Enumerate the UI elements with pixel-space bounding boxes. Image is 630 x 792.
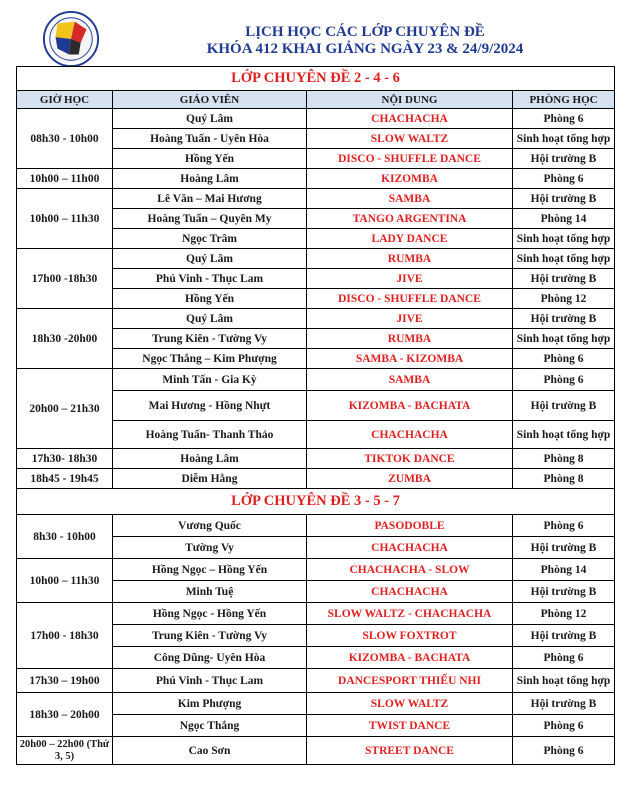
teacher-cell: Minh Tấn - Gia Kỳ (113, 369, 307, 391)
room-cell: Hội trường B (513, 189, 615, 209)
header-time: GIỜ HỌC (17, 91, 113, 109)
teacher-cell: Trung Kiên - Tường Vy (113, 329, 307, 349)
teacher-cell: Quý Lâm (113, 249, 307, 269)
page-title: LỊCH HỌC CÁC LỚP CHUYÊN ĐỀ (245, 24, 485, 40)
room-cell: Phòng 6 (513, 369, 615, 391)
time-cell: 20h00 – 22h00 (Thứ 3, 5) (17, 737, 113, 765)
content-cell: KIZOMBA - BACHATA (307, 647, 513, 669)
teacher-cell: Mai Hương - Hồng Nhựt (113, 391, 307, 421)
teacher-cell: Hoàng Lâm (113, 169, 307, 189)
room-cell: Phòng 6 (513, 169, 615, 189)
table-row (17, 669, 615, 693)
content-cell: SLOW WALTZ (307, 129, 513, 149)
room-cell: Phòng 6 (513, 349, 615, 369)
content-cell: RUMBA (307, 329, 513, 349)
teacher-cell: Công Dũng- Uyên Hòa (113, 647, 307, 669)
room-cell: Phòng 6 (513, 647, 615, 669)
room-cell: Phòng 8 (513, 469, 615, 489)
teacher-cell: Hồng Ngọc - Hồng Yến (113, 603, 307, 625)
content-cell: SAMBA (307, 369, 513, 391)
room-cell: Sinh hoạt tổng hợp (513, 329, 615, 349)
time-cell: 10h00 – 11h30 (17, 559, 113, 603)
teacher-cell: Hoàng Lâm (113, 449, 307, 469)
content-cell: SLOW FOXTROT (307, 625, 513, 647)
time-cell: 10h00 – 11h00 (17, 169, 113, 189)
table-row (17, 309, 615, 329)
room-cell: Phòng 14 (513, 209, 615, 229)
content-cell: TANGO ARGENTINA (307, 209, 513, 229)
room-cell: Phòng 12 (513, 603, 615, 625)
teacher-cell: Hồng Yến (113, 289, 307, 309)
room-cell: Hội trường B (513, 693, 615, 715)
header-teacher: GIÁO VIÊN (113, 91, 307, 109)
room-cell: Phòng 12 (513, 289, 615, 309)
teacher-cell: Hồng Yến (113, 149, 307, 169)
schedule-table (16, 66, 615, 765)
content-cell: SLOW WALTZ - CHACHACHA (307, 603, 513, 625)
room-cell: Sinh hoạt tổng hợp (513, 421, 615, 449)
teacher-cell: Trung Kiên - Tường Vy (113, 625, 307, 647)
teacher-cell: Kim Phượng (113, 693, 307, 715)
teacher-cell: Cao Sơn (113, 737, 307, 765)
room-cell: Hội trường B (513, 309, 615, 329)
room-cell: Sinh hoạt tổng hợp (513, 229, 615, 249)
table-row (17, 515, 615, 537)
section-title: LỚP CHUYÊN ĐỀ 3 - 5 - 7 (17, 489, 615, 515)
content-cell: JIVE (307, 269, 513, 289)
teacher-cell: Vương Quốc (113, 515, 307, 537)
room-cell: Hội trường B (513, 625, 615, 647)
content-cell: TWIST DANCE (307, 715, 513, 737)
teacher-cell: Hồng Ngọc – Hồng Yến (113, 559, 307, 581)
content-cell: DISCO - SHUFFLE DANCE (307, 149, 513, 169)
table-row (17, 109, 615, 129)
room-cell: Sinh hoạt tổng hợp (513, 669, 615, 693)
room-cell: Hội trường B (513, 391, 615, 421)
time-cell: 17h30 – 19h00 (17, 669, 113, 693)
header-content: NỘI DUNG (307, 91, 513, 109)
section-row-246 (17, 67, 615, 91)
content-cell: CHACHACHA (307, 109, 513, 129)
content-cell: DISCO - SHUFFLE DANCE (307, 289, 513, 309)
room-cell: Hội trường B (513, 149, 615, 169)
content-cell: KIZOMBA (307, 169, 513, 189)
room-cell: Hội trường B (513, 581, 615, 603)
content-cell: LADY DANCE (307, 229, 513, 249)
teacher-cell: Tường Vy (113, 537, 307, 559)
teacher-cell: Ngọc Thắng (113, 715, 307, 737)
teacher-cell: Lê Văn – Mai Hương (113, 189, 307, 209)
room-cell: Phòng 6 (513, 737, 615, 765)
column-header-row (17, 91, 615, 109)
time-cell: 18h30 -20h00 (17, 309, 113, 369)
content-cell: JIVE (307, 309, 513, 329)
content-cell: CHACHACHA (307, 581, 513, 603)
time-cell: 17h30- 18h30 (17, 449, 113, 469)
table-row (17, 249, 615, 269)
table-row (17, 603, 615, 625)
room-cell: Sinh hoạt tổng hợp (513, 129, 615, 149)
content-cell: CHACHACHA - SLOW (307, 559, 513, 581)
room-cell: Sinh hoạt tổng hợp (513, 249, 615, 269)
header-room: PHÒNG HỌC (513, 91, 615, 109)
room-cell: Phòng 14 (513, 559, 615, 581)
content-cell: RUMBA (307, 249, 513, 269)
time-cell: 08h30 - 10h00 (17, 109, 113, 169)
teacher-cell: Ngọc Trâm (113, 229, 307, 249)
teacher-cell: Hoàng Tuấn - Uyên Hòa (113, 129, 307, 149)
time-cell: 17h00 - 18h30 (17, 603, 113, 669)
table-row (17, 469, 615, 489)
time-cell: 18h45 - 19h45 (17, 469, 113, 489)
content-cell: TIKTOK DANCE (307, 449, 513, 469)
time-cell: 8h30 - 10h00 (17, 515, 113, 559)
school-logo-icon (42, 10, 100, 68)
room-cell: Phòng 8 (513, 449, 615, 469)
time-cell: 18h30 – 20h00 (17, 693, 113, 737)
teacher-cell: Quý Lâm (113, 109, 307, 129)
teacher-cell: Diễm Hằng (113, 469, 307, 489)
teacher-cell: Minh Tuệ (113, 581, 307, 603)
content-cell: ZUMBA (307, 469, 513, 489)
content-cell: CHACHACHA (307, 537, 513, 559)
content-cell: SLOW WALTZ (307, 693, 513, 715)
teacher-cell: Ngọc Thắng – Kim Phượng (113, 349, 307, 369)
table-row (17, 559, 615, 581)
content-cell: PASODOBLE (307, 515, 513, 537)
room-cell: Phòng 6 (513, 715, 615, 737)
teacher-cell: Phú Vinh - Thục Lam (113, 669, 307, 693)
room-cell: Hội trường B (513, 537, 615, 559)
room-cell: Hội trường B (513, 269, 615, 289)
room-cell: Phòng 6 (513, 515, 615, 537)
room-cell: Phòng 6 (513, 109, 615, 129)
table-row (17, 737, 615, 765)
table-row (17, 369, 615, 391)
section-title: LỚP CHUYÊN ĐỀ 2 - 4 - 6 (17, 67, 615, 91)
teacher-cell: Hoàng Tuấn- Thanh Thảo (113, 421, 307, 449)
table-row (17, 693, 615, 715)
time-cell: 17h00 -18h30 (17, 249, 113, 309)
page-subtitle: KHÓA 412 KHAI GIẢNG NGÀY 23 & 24/9/2024 (206, 41, 524, 57)
table-row (17, 189, 615, 209)
section-row-357 (17, 489, 615, 515)
content-cell: SAMBA (307, 189, 513, 209)
content-cell: CHACHACHA (307, 421, 513, 449)
content-cell: STREET DANCE (307, 737, 513, 765)
teacher-cell: Quý Lâm (113, 309, 307, 329)
time-cell: 10h00 – 11h30 (17, 189, 113, 249)
content-cell: DANCESPORT THIẾU NHI (307, 669, 513, 693)
content-cell: KIZOMBA - BACHATA (307, 391, 513, 421)
teacher-cell: Hoàng Tuấn – Quyên My (113, 209, 307, 229)
content-cell: SAMBA - KIZOMBA (307, 349, 513, 369)
time-cell: 20h00 – 21h30 (17, 369, 113, 449)
table-row (17, 169, 615, 189)
teacher-cell: Phú Vinh - Thục Lam (113, 269, 307, 289)
table-row (17, 449, 615, 469)
